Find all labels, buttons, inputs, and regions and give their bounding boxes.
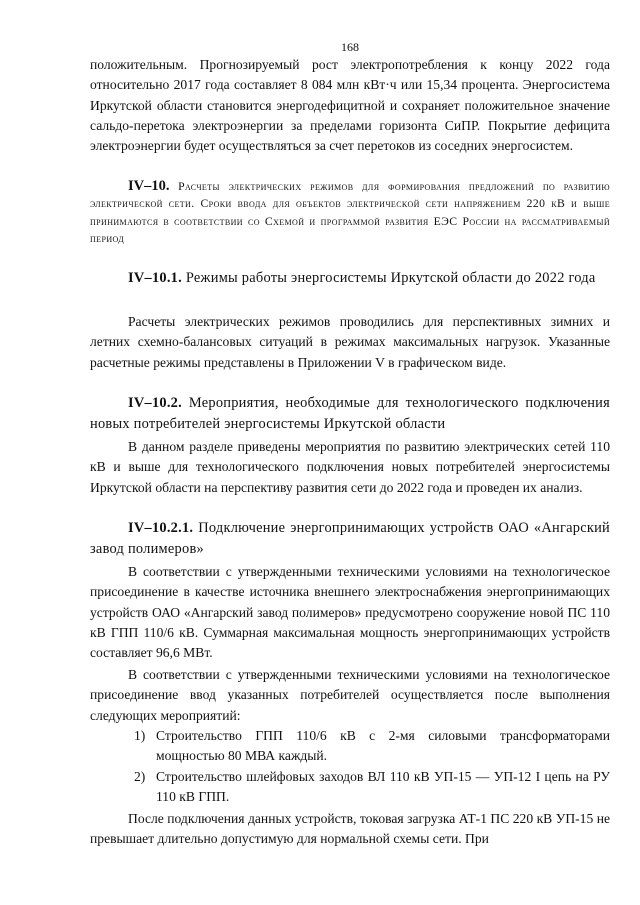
- heading-number: IV–10.2.: [128, 395, 182, 411]
- heading-title: Расчеты электрических режимов для формирования предложений по развитию электрической сети. Сроки ввода для объектов электрической сети напряжением 220 кВ и выше принимаются в соответствии со Схемой и программой развития ЕЭС России на рассматриваемый период: [90, 180, 610, 245]
- heading-number: IV–10.1.: [128, 270, 182, 286]
- heading-number: IV–10.2.1.: [128, 520, 194, 536]
- list-item-number: 1): [134, 728, 146, 743]
- list-item-number: 2): [134, 769, 146, 784]
- heading-title: Подключение энергопринимающих устройств ОАО «Ангарский завод полимеров»: [90, 520, 610, 558]
- list-item: [134, 767, 610, 808]
- heading-title: Режимы работы энергосистемы Иркутской области до 2022 года: [185, 270, 596, 286]
- paragraph-after: После подключения данных устройств, токовая загрузка АТ-1 ПС 220 кВ УП-15 не превышает длительно допустимую для нормальной схемы сети. При: [90, 811, 610, 847]
- paragraph-conditions-1: В соответствии с утвержденными техническими условиями на технологическое присоединение в качестве источника внешнего электроснабжения энергопринимающих устройств ОАО «Ангарский завод полимеров» предусмотрено сооружение новой ПС 110 кВ ГПП 110/6 кВ. Суммарная максимальная мощность энергопринимающих устройств составляет 96,6 МВт.: [90, 564, 610, 661]
- heading-number: IV–10.: [128, 178, 170, 194]
- list-item-text: Строительство ГПП 110/6 кВ с 2-мя силовыми трансформаторами мощностью 80 МВА каждый.: [156, 728, 610, 764]
- list-item: [134, 726, 610, 767]
- paragraph-intro: положительным. Прогнозируемый рост электропотребления к концу 2022 года относительно 2017 года составляет 8 084 млн кВт·ч или 15,34 процента. Энергосистема Иркутской области становится энергодефицитной и сохраняет положительное значение сальдо-перетока электроэнергии за пределами горизонта СиПР. Покрытие дефицита электроэнергии будет осуществляться за счет перетоков из соседних энергосистем.: [90, 57, 610, 154]
- paragraph-conditions-2: В соответствии с утвержденными техническими условиями на технологическое присоединение ввод указанных потребителей осуществляется после выполнения следующих мероприятий:: [90, 667, 610, 723]
- heading-iv-10-2-1: [90, 518, 610, 561]
- paragraph-section: В данном разделе приведены мероприятия по развитию электрических сетей 110 кВ и выше для технологического подключения новых потребителей энергосистемы Иркутской области на перспективу развития сети до 2022 года и проведен их анализ.: [90, 439, 610, 495]
- heading-iv-10: [90, 178, 610, 247]
- list-item-text: Строительство шлейфовых заходов ВЛ 110 кВ УП-15 — УП-12 I цепь на РУ 110 кВ ГПП.: [156, 769, 610, 805]
- heading-title: Мероприятия, необходимые для технологического подключения новых потребителей энергосистемы Иркутской области: [90, 395, 610, 433]
- heading-iv-10-2: [90, 393, 610, 436]
- page-number: 168: [341, 40, 359, 54]
- paragraph-regimes: Расчеты электрических режимов проводились для перспективных зимних и летних схемно-балансовых ситуаций в режимах максимальных нагрузок. Указанные расчетные режимы представлены в Приложении V в графическом виде.: [90, 314, 610, 370]
- heading-iv-10-1: [90, 268, 610, 289]
